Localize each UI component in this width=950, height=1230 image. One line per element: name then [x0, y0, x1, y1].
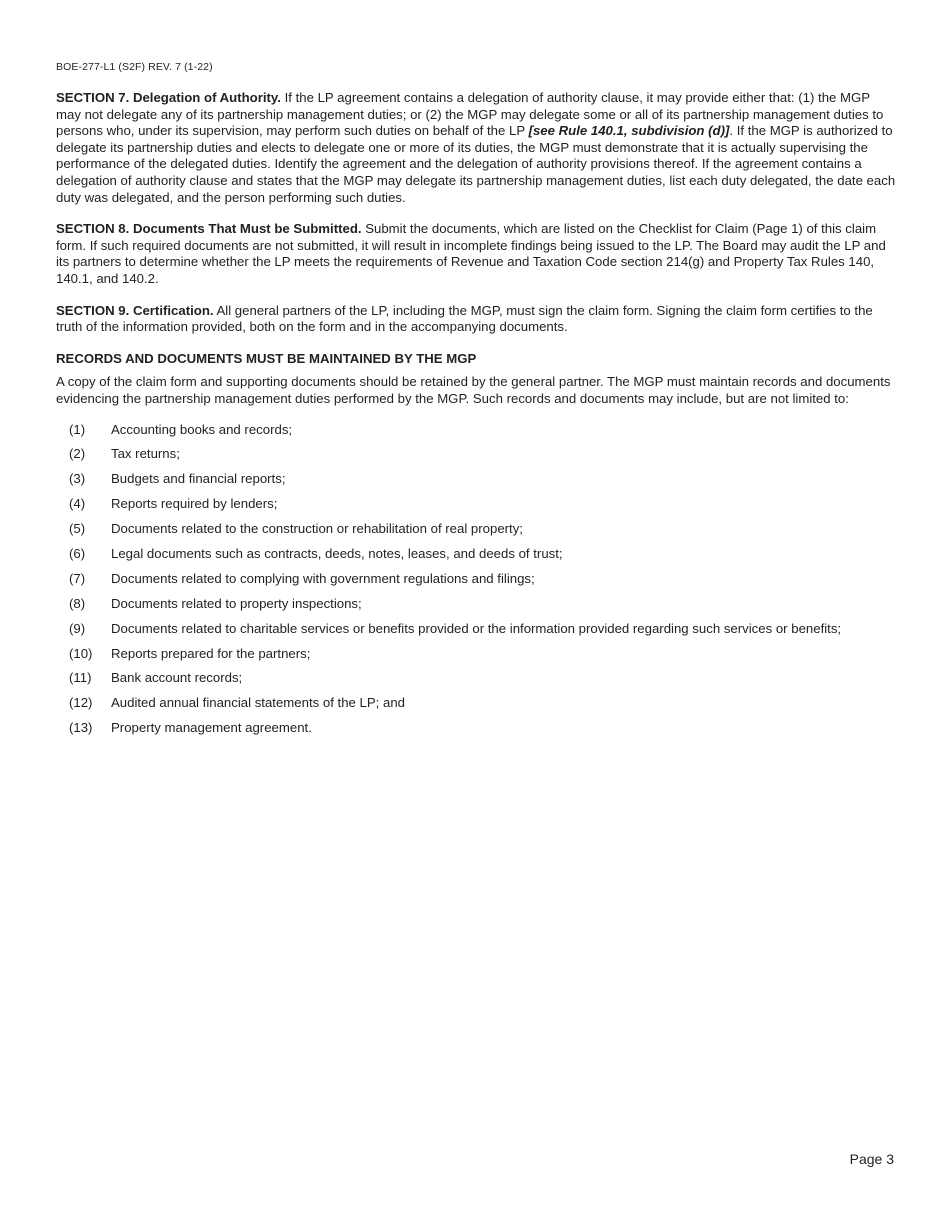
list-item-number: (11) [69, 670, 92, 686]
list-item-text: Accounting books and records; [111, 421, 293, 437]
list-item [69, 422, 909, 447]
section-8-documents [56, 221, 896, 287]
section-7-citation: [see Rule 140.1, subdivision (d)] [528, 123, 730, 139]
list-item [69, 670, 909, 695]
records-list [69, 422, 909, 746]
section-8-text: Submit the documents, which are listed on the Checklist for Claim (Page 1) of this claim form. If such required documents are not submitted, it will result in incomplete findings being issued to the LP. The Board may audit the LP and its partners to determine whether the LP meets the requirements of Revenue and Taxation Code section 214(g) and Property Tax Rules 140, 140.1, and 140.2. [56, 221, 886, 286]
list-item-text: Audited annual financial statements of the LP; and [111, 695, 405, 711]
list-item-number: (2) [69, 446, 86, 462]
list-item-text: Documents related to the construction or rehabilitation of real property; [111, 521, 523, 537]
section-9-certification [56, 303, 896, 336]
list-item-number: (12) [69, 695, 93, 711]
list-item-number: (9) [69, 620, 86, 636]
section-7-text-2: . If the MGP is authorized to delegate its partnership duties and elects to delegate one or more of its duties, the MGP must demonstrate that it is actually supervising the performance of the delegated duties. Identify the agreement and the delegation of authority provisions thereof. If the agreement contains a delegation of authority clause and states that the MGP may delegate its partnership management duties, list each duty delegated, the date each duty was delegated, and the person performing such duties. [56, 123, 896, 205]
list-item-text: Budgets and financial reports; [111, 471, 286, 487]
form-identifier: BOE-277-L1 (S2F) REV. 7 (1-22) [56, 61, 213, 73]
section-9-title: SECTION 9. Certification. [56, 302, 214, 318]
section-9-text: All general partners of the LP, including the MGP, must sign the claim form. Signing the claim form certifies to the truth of the information provided, both on the form and in the accompanying documents. [56, 302, 873, 335]
list-item-number: (10) [69, 645, 93, 661]
list-item-text: Documents related to complying with government regulations and filings; [111, 570, 535, 586]
list-item-number: (6) [69, 545, 86, 561]
page-content [56, 90, 896, 745]
list-item-number: (1) [69, 421, 86, 437]
records-heading: RECORDS AND DOCUMENTS MUST BE MAINTAINED BY THE MGP [56, 350, 477, 366]
list-item [69, 496, 909, 521]
section-7-delegation [56, 90, 896, 206]
list-item [69, 646, 909, 671]
page-number: Page 3 [849, 1151, 894, 1167]
list-item-text: Reports prepared for the partners; [111, 645, 311, 661]
list-item [69, 446, 909, 471]
list-item-text: Documents related to charitable services or benefits provided or the information provided regarding such services or benefits; [111, 620, 842, 636]
list-item-number: (4) [69, 496, 86, 512]
list-item [69, 596, 909, 621]
list-item-text: Tax returns; [111, 446, 180, 462]
records-intro: A copy of the claim form and supporting documents should be retained by the general partner. The MGP must maintain records and documents evidencing the partnership management duties performed by the MGP. Such records and documents may include, but are not limited to: [56, 374, 891, 406]
list-item [69, 571, 909, 596]
list-item [69, 546, 909, 571]
list-item-number: (7) [69, 570, 86, 586]
list-item [69, 521, 909, 546]
list-item [69, 695, 909, 720]
list-item-text: Property management agreement. [111, 720, 312, 736]
section-7-title: SECTION 7. Delegation of Authority. [56, 90, 281, 105]
list-item-text: Bank account records; [111, 670, 243, 686]
list-item-text: Documents related to property inspections; [111, 595, 362, 611]
section-8-title: SECTION 8. Documents That Must be Submitted. [56, 221, 362, 237]
list-item [69, 621, 909, 646]
list-item-text: Reports required by lenders; [111, 496, 278, 512]
list-item [69, 471, 909, 496]
list-item [69, 720, 909, 745]
list-item-number: (3) [69, 471, 86, 487]
section-7-text-1: If the LP agreement contains a delegation of authority clause, it may provide either that: (1) the MGP may not delegate any of its partnership management duties; or (2) the MGP may delegate some or all of its partnership management duties to persons who, under its supervision, may perform such duties on behalf of the LP [56, 90, 884, 139]
list-item-text: Legal documents such as contracts, deeds, notes, leases, and deeds of trust; [111, 545, 563, 561]
list-item-number: (8) [69, 595, 86, 611]
list-item-number: (13) [69, 720, 93, 736]
list-item-number: (5) [69, 521, 86, 537]
